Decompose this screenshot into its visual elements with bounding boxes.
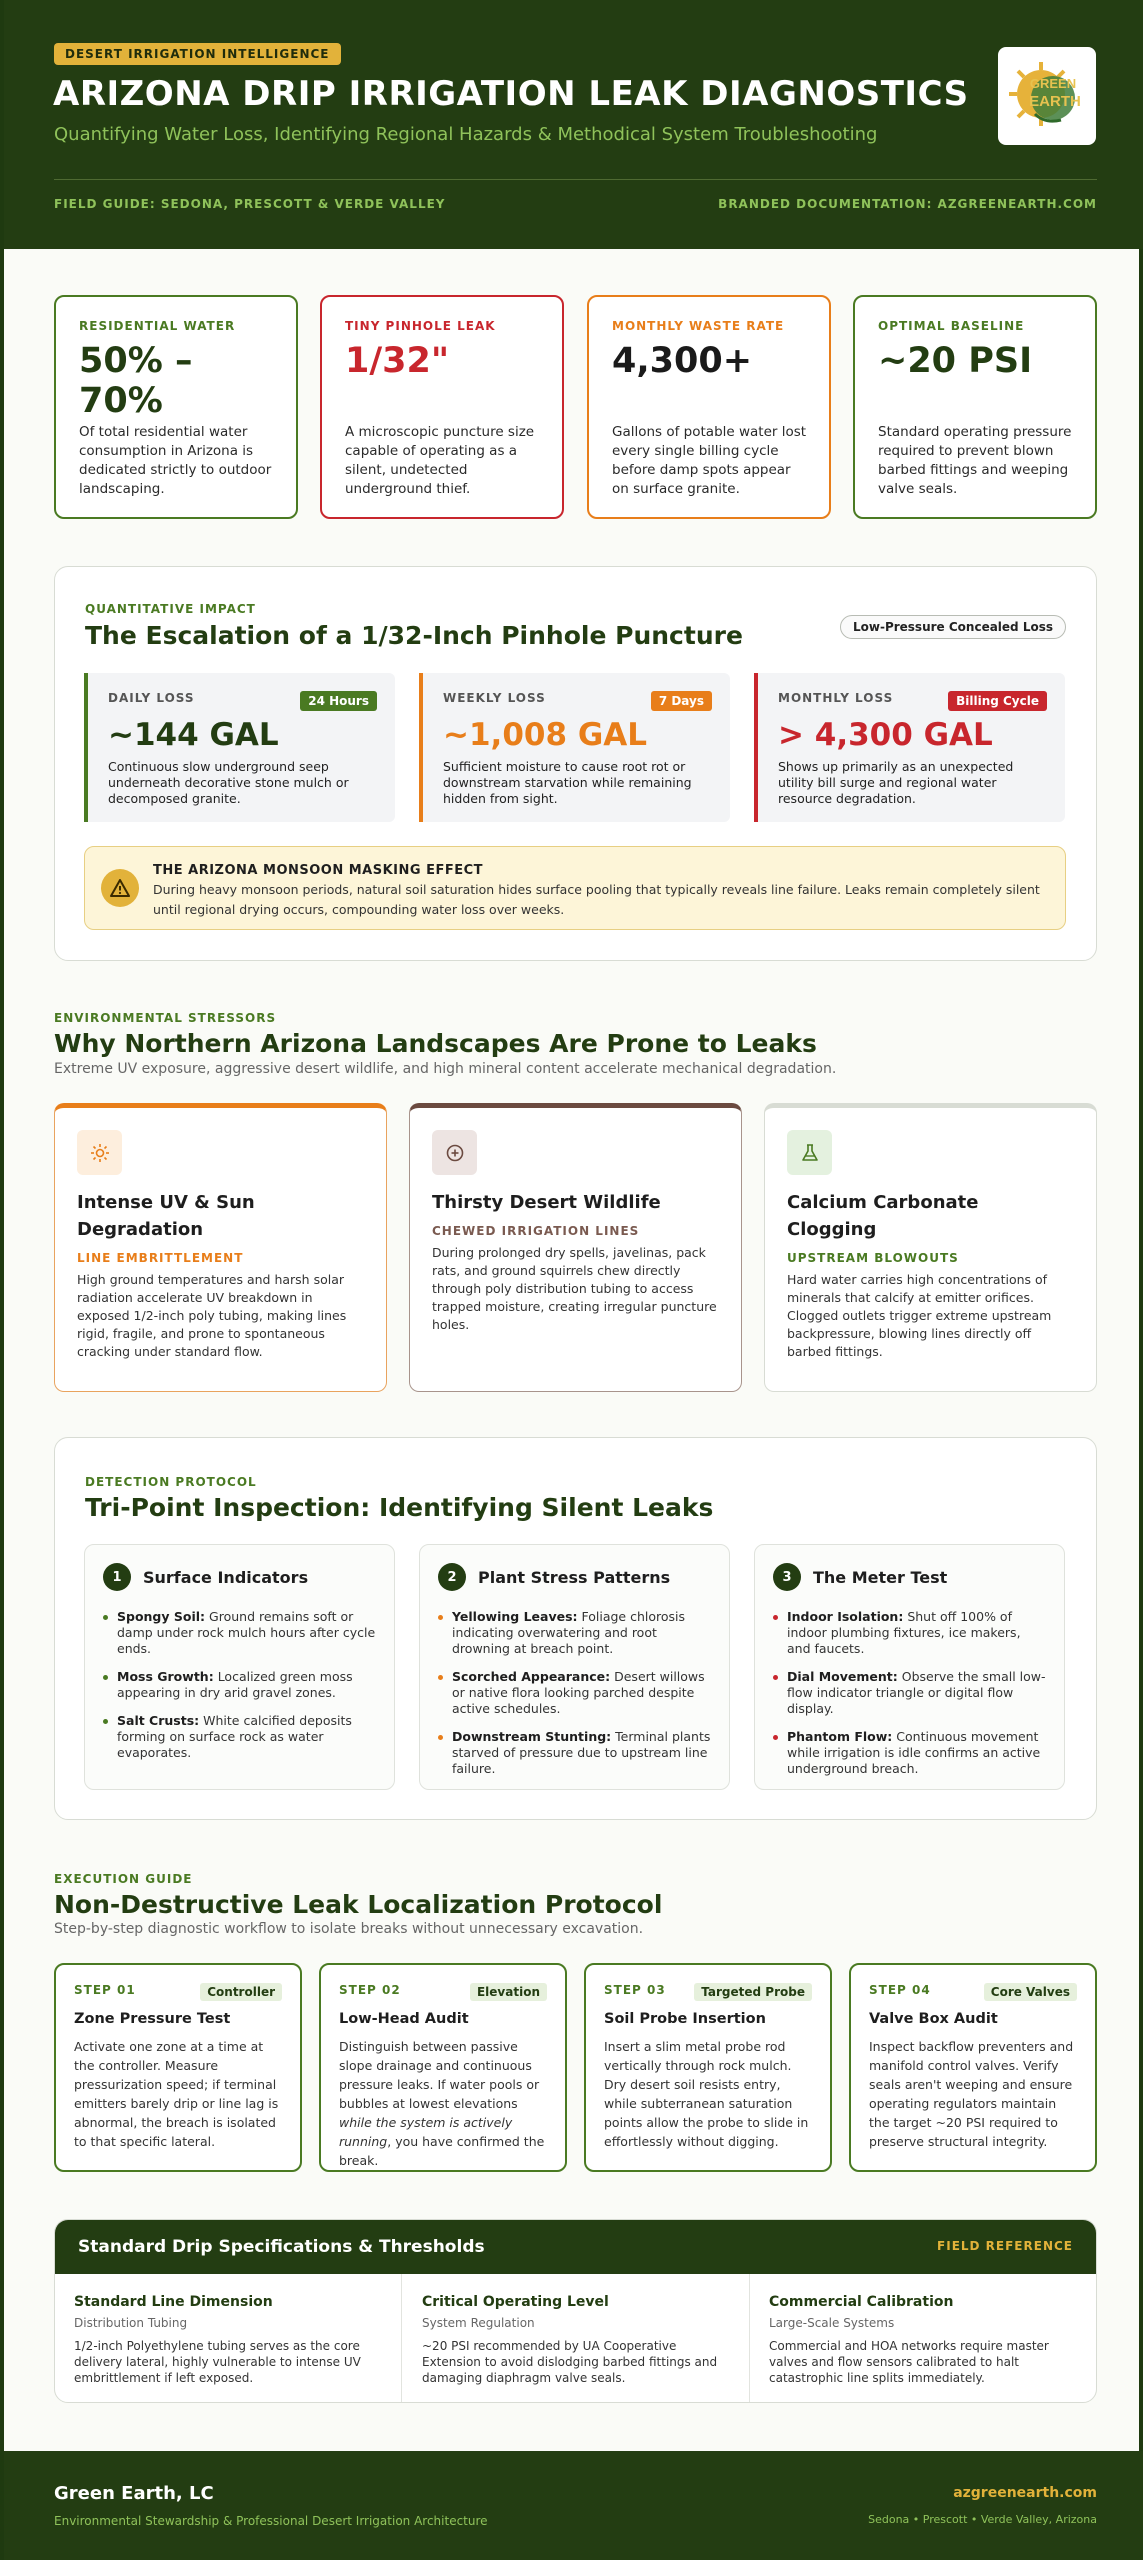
step-description: Inspect backflow preventers and manifold control valves. Verify seals aren't weeping and ensure operating regulators maintain the target ~20 PSI required to preserve structural integrity.: [869, 2039, 1074, 2149]
brand-logo: [998, 47, 1096, 145]
stat-card-optimal-baseline: [853, 295, 1097, 519]
footer: [4, 2451, 1143, 2560]
step-tag: Core Valves: [984, 1983, 1077, 2001]
header: [4, 0, 1143, 249]
list-item: Indoor Isolation: Shut off 100% of indoor plumbing fixtures, ice makers, and faucets.: [787, 1609, 1046, 1657]
step-title: Valve Box Audit: [869, 2011, 998, 2027]
header-badge: DESERT IRRIGATION INTELLIGENCE: [54, 43, 341, 65]
detection-title: Tri-Point Inspection: Identifying Silent Leaks: [85, 1493, 714, 1522]
list-item: Moss Growth: Localized green moss appearing in dry arid gravel zones.: [117, 1669, 376, 1701]
plus-circle-icon: [432, 1130, 477, 1175]
step-number: STEP 03: [604, 1983, 666, 1997]
stressor-description: During prolonged dry spells, javelinas, pack rats, and ground squirrels chew directly through poly distribution tubing to access trapped moisture, creating irregular puncture holes.: [432, 1245, 717, 1332]
loss-card-monthly: [754, 673, 1065, 822]
spec-subheading: Distribution Tubing: [74, 2316, 188, 2330]
stressor-kicker: CHEWED IRRIGATION LINES: [432, 1224, 640, 1238]
service-locations: Sedona • Prescott • Verde Valley, Arizona: [868, 2513, 1097, 2526]
stat-label: TINY PINHOLE LEAK: [345, 319, 496, 333]
list-item: Spongy Soil: Ground remains soft or damp under rock mulch hours after cycle ends.: [117, 1609, 376, 1656]
step-description: Distinguish between passive slope drainage and continuous pressure leaks. If water pools or bubbles at lowest elevations while the system is actively running, you have confirmed the break.: [339, 2039, 545, 2168]
stressor-card-calcium: [764, 1103, 1097, 1392]
loss-value: ~144 GAL: [108, 717, 279, 753]
inspection-list: [773, 1609, 1046, 1777]
stressor-description: Hard water carries high concentrations of minerals that calcify at emitter orifices. Clogged outlets trigger extreme upstream backpressure, blowing lines directly off barbed fittings.: [787, 1272, 1052, 1359]
stat-card-monthly-waste: [587, 295, 831, 519]
loss-tag: 7 Days: [651, 691, 712, 711]
list-item: Phantom Flow: Continuous movement while irrigation is idle confirms an active underground breach.: [787, 1729, 1046, 1777]
concealed-loss-pill: Low-Pressure Concealed Loss: [840, 615, 1066, 639]
stat-card-residential-water: [54, 295, 298, 519]
warning-icon: [101, 869, 139, 907]
header-divider: [54, 179, 1097, 180]
step-title: Zone Pressure Test: [74, 2011, 231, 2027]
stat-value: 50% – 70%: [79, 341, 193, 421]
stat-description: Standard operating pressure required to prevent blown barbed fittings and weeping valve seals.: [878, 424, 1072, 497]
inspection-list: [103, 1609, 376, 1761]
specifications-header: [55, 2220, 1096, 2274]
spec-cell-line-dimension: [55, 2274, 402, 2403]
stat-description: Gallons of potable water lost every single billing cycle before damp spots appear on surface granite.: [612, 424, 807, 497]
spec-heading: Standard Line Dimension: [74, 2294, 273, 2310]
detection-kicker: DETECTION PROTOCOL: [85, 1475, 257, 1489]
loss-description: Continuous slow underground seep underneath decorative stone mulch or decomposed granite.: [108, 759, 349, 806]
stressor-title: Thirsty Desert Wildlife: [432, 1192, 661, 1213]
svg-text:EARTH: EARTH: [1029, 93, 1081, 110]
stat-value: 4,300+: [612, 341, 753, 381]
inspection-title: Plant Stress Patterns: [478, 1567, 671, 1587]
step-number-badge: 3: [773, 1563, 801, 1591]
page-title: ARIZONA DRIP IRRIGATION LEAK DIAGNOSTICS: [53, 74, 969, 114]
inspection-card-surface: [84, 1544, 395, 1790]
list-item: Dial Movement: Observe the small low-flow indicator triangle or digital flow display.: [787, 1669, 1046, 1716]
step-number-badge: 1: [103, 1563, 131, 1591]
protocol-step-4: [849, 1963, 1097, 2172]
loss-tag: Billing Cycle: [948, 691, 1047, 711]
step-number-badge: 2: [438, 1563, 466, 1591]
step-tag: Elevation: [470, 1983, 547, 2001]
header-meta-left: FIELD GUIDE: SEDONA, PRESCOTT & VERDE VALLEY: [54, 197, 446, 211]
stat-label: MONTHLY WASTE RATE: [612, 319, 785, 333]
spec-subheading: Large-Scale Systems: [769, 2316, 895, 2330]
protocol-step-3: [584, 1963, 832, 2172]
list-item: Downstream Stunting: Terminal plants starved of pressure due to upstream line failure.: [452, 1729, 711, 1776]
step-number: STEP 04: [869, 1983, 931, 1997]
stressors-title: Why Northern Arizona Landscapes Are Prone to Leaks: [54, 1029, 817, 1058]
stressors-kicker: ENVIRONMENTAL STRESSORS: [54, 1011, 277, 1025]
loss-card-daily: [84, 673, 395, 822]
step-title: Low-Head Audit: [339, 2011, 469, 2027]
inspection-card-plant-stress: [419, 1544, 730, 1790]
loss-value: ~1,008 GAL: [443, 717, 648, 753]
inspection-card-meter-test: [754, 1544, 1065, 1790]
spec-heading: Critical Operating Level: [422, 2294, 609, 2310]
monsoon-title: THE ARIZONA MONSOON MASKING EFFECT: [153, 863, 484, 878]
specifications-table: [54, 2219, 1097, 2403]
green-earth-logo-icon: [1005, 54, 1089, 138]
stressor-title: Calcium Carbonate Clogging: [787, 1192, 979, 1240]
spec-description: Commercial and HOA networks require master valves and flow sensors calibrated to halt catastrophic line splits immediately.: [769, 2339, 1049, 2385]
execution-subtitle: Step-by-step diagnostic workflow to isolate breaks without unnecessary excavation.: [54, 1921, 644, 1937]
spec-subheading: System Regulation: [422, 2316, 535, 2330]
step-tag: Controller: [200, 1983, 282, 2001]
company-name: Green Earth, LC: [54, 2483, 214, 2504]
step-tag: Targeted Probe: [694, 1983, 812, 2001]
flask-icon: [787, 1130, 832, 1175]
stressor-description: High ground temperatures and harsh solar radiation accelerate UV breakdown in exposed 1/2-inch poly tubing, making lines rigid, fragile, and prone to spontaneous cracking under standard flow.: [77, 1272, 347, 1359]
spec-heading: Commercial Calibration: [769, 2294, 954, 2310]
step-number: STEP 01: [74, 1983, 136, 1997]
protocol-step-2: [319, 1963, 567, 2172]
execution-kicker: EXECUTION GUIDE: [54, 1872, 193, 1886]
monsoon-callout: [84, 846, 1066, 930]
step-number: STEP 02: [339, 1983, 401, 1997]
execution-title: Non-Destructive Leak Localization Protocol: [54, 1890, 663, 1919]
list-item: Yellowing Leaves: Foliage chlorosis indicating overwatering and root drowning at breach point.: [452, 1609, 711, 1657]
specifications-title: Standard Drip Specifications & Thresholds: [78, 2237, 485, 2257]
loss-label: DAILY LOSS: [108, 691, 195, 705]
loss-tag: 24 Hours: [300, 691, 377, 711]
website-link[interactable]: azgreenearth.com: [953, 2485, 1097, 2501]
loss-description: Sufficient moisture to cause root rot or downstream starvation while remaining hidden from sight.: [443, 759, 692, 806]
inspection-title: Surface Indicators: [143, 1567, 309, 1587]
protocol-step-1: [54, 1963, 302, 2172]
sun-icon: [77, 1130, 122, 1175]
stat-value: 1/32": [345, 341, 450, 381]
spec-description: ~20 PSI recommended by UA Cooperative Extension to avoid dislodging barbed fittings and damaging diaphragm valve seals.: [422, 2339, 718, 2385]
header-meta-right: BRANDED DOCUMENTATION: AZGREENEARTH.COM: [718, 197, 1097, 211]
step-title: Soil Probe Insertion: [604, 2011, 766, 2027]
stressor-kicker: LINE EMBRITTLEMENT: [77, 1251, 244, 1265]
stat-card-pinhole-leak: [320, 295, 564, 519]
loss-label: WEEKLY LOSS: [443, 691, 546, 705]
spec-description: 1/2-inch Polyethylene tubing serves as the core delivery lateral, highly vulnerable to intense UV embrittlement if left exposed.: [74, 2339, 361, 2385]
loss-card-weekly: [419, 673, 730, 822]
stressors-subtitle: Extreme UV exposure, aggressive desert wildlife, and high mineral content accelerate mechanical degradation.: [54, 1061, 837, 1077]
stressor-card-uv: [54, 1103, 387, 1392]
inspection-title: The Meter Test: [813, 1567, 948, 1587]
spec-cell-commercial-calibration: [750, 2274, 1097, 2403]
step-description: Insert a slim metal probe rod vertically through rock mulch. Dry desert soil resists entry, while subterranean saturation points allow the probe to slide in effortlessly without digging.: [604, 2039, 809, 2149]
stat-description: A microscopic puncture size capable of operating as a silent, undetected underground thief.: [345, 424, 535, 497]
field-reference-label: FIELD REFERENCE: [937, 2239, 1073, 2253]
page-subtitle: Quantifying Water Loss, Identifying Regional Hazards & Methodical System Troubleshooting: [54, 124, 878, 145]
step-description: Activate one zone at a time at the controller. Measure pressurization speed; if terminal emitters barely drip or line lag is abnormal, the breach is isolated to that specific lateral.: [74, 2039, 279, 2149]
stat-value: ~20 PSI: [878, 341, 1033, 381]
inspection-list: [438, 1609, 711, 1777]
stressor-kicker: UPSTREAM BLOWOUTS: [787, 1251, 959, 1265]
stat-label: OPTIMAL BASELINE: [878, 319, 1025, 333]
list-item: Salt Crusts: White calcified deposits forming on surface rock as water evaporates.: [117, 1713, 376, 1761]
impact-kicker: QUANTITATIVE IMPACT: [85, 602, 256, 616]
list-item: Scorched Appearance: Desert willows or native flora looking parched despite active schedules.: [452, 1669, 711, 1717]
loss-label: MONTHLY LOSS: [778, 691, 894, 705]
svg-text:GREEN: GREEN: [1029, 76, 1077, 91]
monsoon-text: During heavy monsoon periods, natural soil saturation hides surface pooling that typically reveals line failure. Leaks remain completely silent until regional drying occurs, compounding water loss over weeks.: [153, 882, 1040, 917]
stressor-card-wildlife: [409, 1103, 742, 1392]
impact-title: The Escalation of a 1/32-Inch Pinhole Puncture: [85, 621, 743, 650]
stat-description: Of total residential water consumption in Arizona is dedicated strictly to outdoor landscaping.: [79, 424, 272, 497]
spec-cell-operating-level: [403, 2274, 750, 2403]
loss-description: Shows up primarily as an unexpected utility bill surge and regional water resource degradation.: [778, 759, 1014, 806]
stat-label: RESIDENTIAL WATER: [79, 319, 236, 333]
company-tagline: Environmental Stewardship & Professional Desert Irrigation Architecture: [54, 2514, 488, 2528]
stressor-title: Intense UV & Sun Degradation: [77, 1192, 255, 1240]
loss-value: > 4,300 GAL: [778, 717, 993, 753]
